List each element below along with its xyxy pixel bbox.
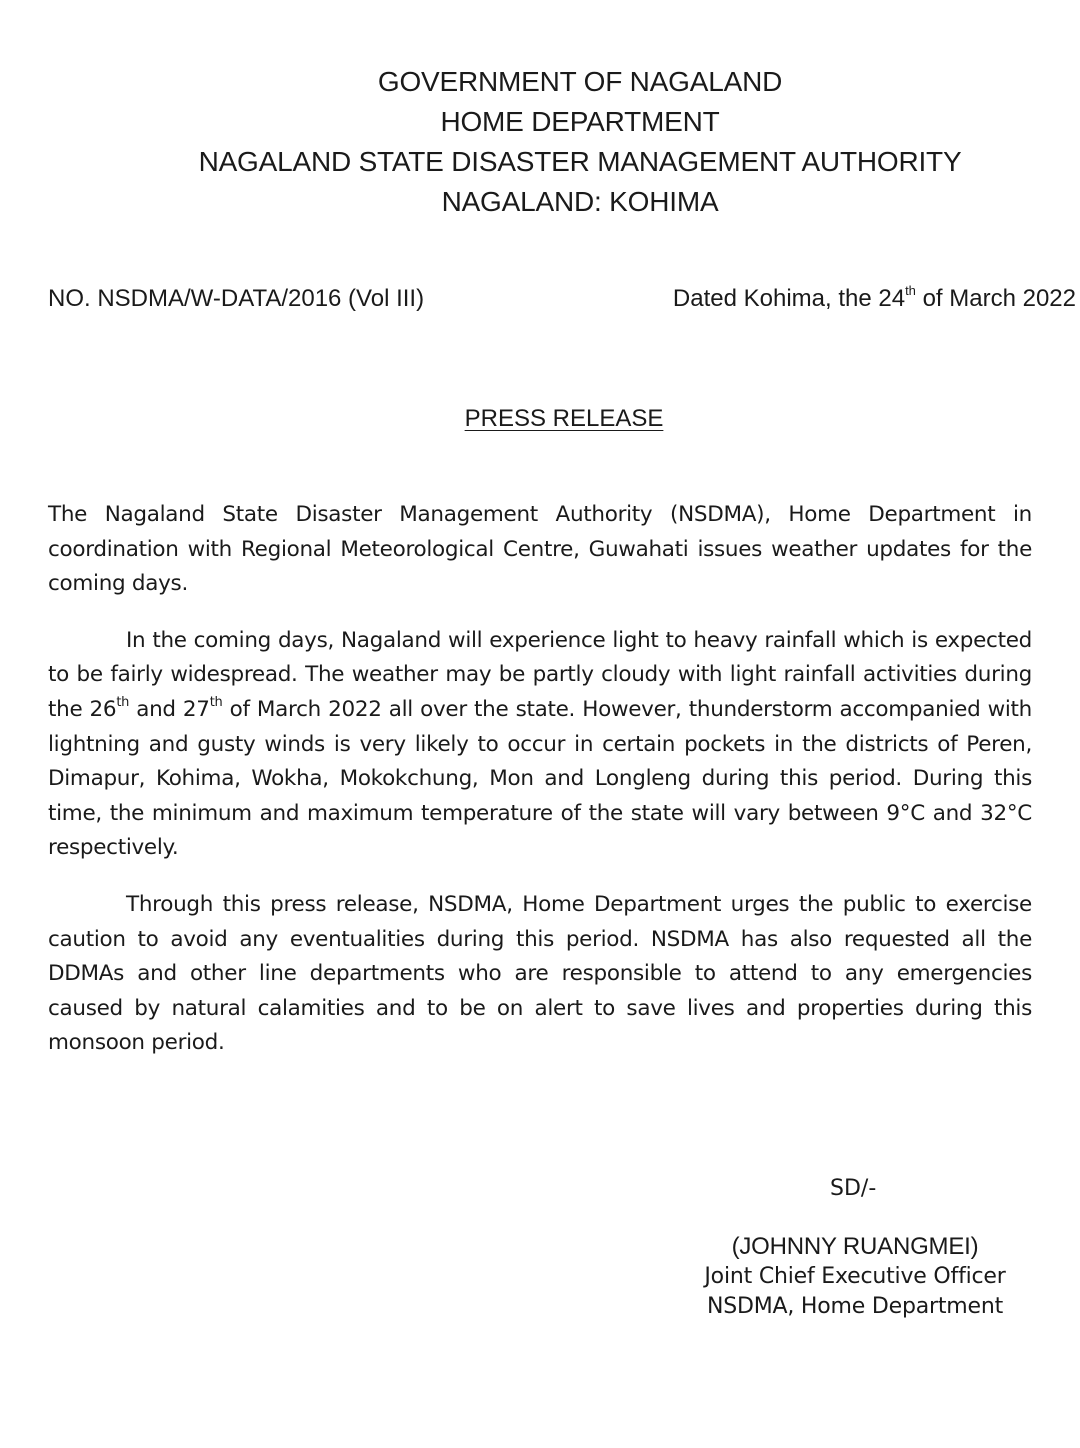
signatory-name: (JOHNNY RUANGMEI) (731, 1233, 979, 1260)
reference-number: NO. NSDMA/W-DATA/2016 (Vol III) (48, 285, 425, 312)
forecast-part-1: In the coming days, Nagaland will experience light to heavy rainfall which is expected to be fairly widespread. The weather may be partly cloudy with light rainfall activities during the 26 (48, 627, 1032, 722)
date-suffix: of March 2022 (915, 285, 1076, 312)
press-release-body (48, 498, 1032, 1083)
letterhead-location: NAGALAND: KOHIMA (441, 186, 719, 217)
letterhead-department: HOME DEPARTMENT (440, 106, 720, 137)
date-ordinal: th (905, 283, 916, 298)
letterhead-authority: NAGALAND STATE DISASTER MANAGEMENT AUTHORITY (198, 146, 962, 177)
signatory-office: NSDMA, Home Department (706, 1294, 1004, 1319)
ordinal-26: th (116, 694, 130, 710)
document-title: PRESS RELEASE (464, 405, 664, 432)
signature-sd: SD/- (830, 1176, 877, 1201)
ordinal-27: th (209, 694, 223, 710)
signature-block (680, 1232, 1030, 1322)
paragraph-intro: The Nagaland State Disaster Management Authority (NSDMA), Home Department in coordination with Regional Meteorological Centre, Guwahati issues weather updates for the coming days. (48, 502, 1032, 597)
date-prefix: Dated Kohima, the 24 (672, 285, 906, 312)
paragraph-forecast (48, 624, 1032, 866)
reference-date (673, 282, 1076, 316)
letterhead (120, 62, 1040, 222)
forecast-part-2: and 27 (129, 696, 210, 722)
signatory-designation: Joint Chief Executive Officer (704, 1264, 1006, 1289)
forecast-part-3: of March 2022 all over the state. However, thunderstorm accompanied with lightning and gusty winds is very likely to occur in certain pockets in the districts of Peren, Dimapur, Kohima, Wokha, Mokokchung, Mon and Longleng during this period. During this time, the minimum and maximum temperature of the state will vary between 9°C and 32°C respectively. (48, 696, 1032, 861)
letterhead-government: GOVERNMENT OF NAGALAND (377, 66, 783, 97)
paragraph-advisory: Through this press release, NSDMA, Home Department urges the public to exercise caution to avoid any eventualities during this period. NSDMA has also requested all the DDMAs and other line departments who are responsible to attend to any emergencies caused by natural calamities and to be on alert to save lives and properties during this monsoon period. (48, 891, 1032, 1056)
